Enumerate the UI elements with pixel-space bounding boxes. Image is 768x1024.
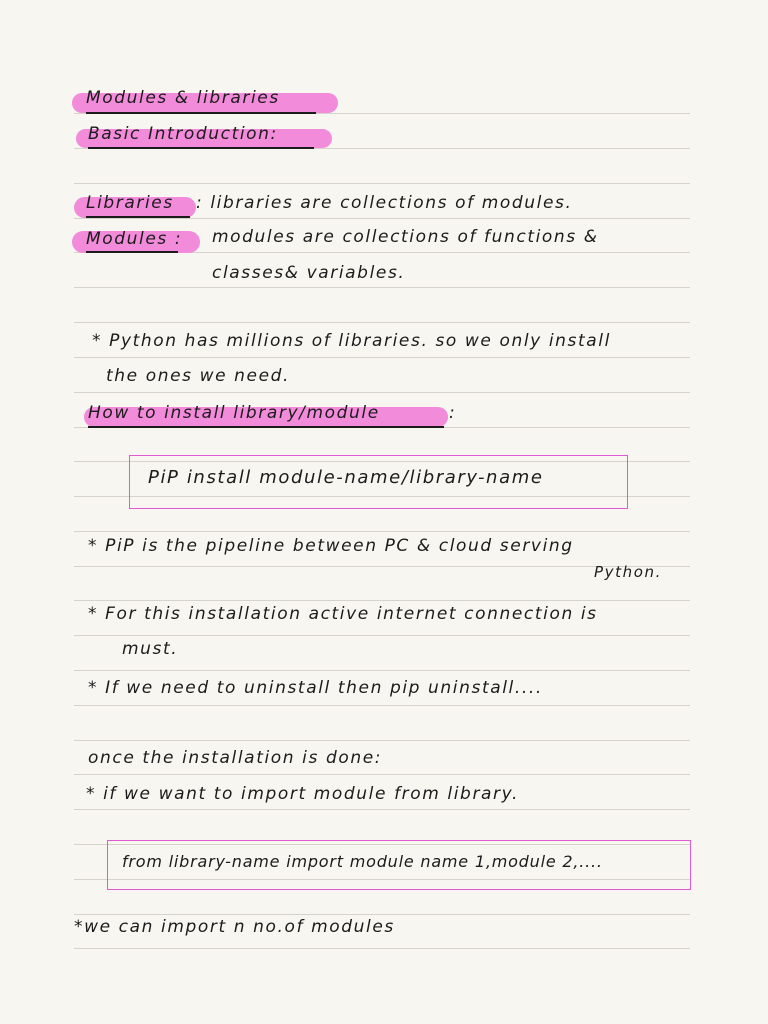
ruled-line <box>74 635 690 636</box>
note-uninstall: * If we need to uninstall then pip uninstall.... <box>88 678 543 698</box>
modules-definition-line-2: classes& variables. <box>212 263 406 283</box>
ruled-line <box>74 774 690 775</box>
ruled-line <box>74 670 690 671</box>
ruled-line <box>74 914 690 915</box>
how-to-heading: How to install library/module <box>88 403 380 423</box>
how-to-underline <box>88 426 444 428</box>
note-internet-line-1: * For this installation active internet connection is <box>88 604 598 624</box>
libraries-label: Libraries <box>86 193 174 213</box>
modules-underline <box>86 251 178 253</box>
libraries-definition: : libraries are collections of modules. <box>196 193 573 213</box>
modules-label: Modules : <box>86 229 183 249</box>
ruled-line <box>74 809 690 810</box>
ruled-line <box>74 183 690 184</box>
modules-definition-line-1: modules are collections of functions & <box>212 227 599 247</box>
subtitle-underline <box>88 147 314 149</box>
ruled-line <box>74 600 690 601</box>
install-command: PiP install module-name/library-name <box>148 467 544 488</box>
how-to-colon: : <box>449 403 455 423</box>
note-n-modules: *we can import n no.of modules <box>74 917 395 937</box>
note-internet-line-2: must. <box>122 639 179 659</box>
note-import: * if we want to import module from library. <box>86 784 519 804</box>
ruled-line <box>74 287 690 288</box>
note-pip-line-2: Python. <box>594 563 662 581</box>
note-python-line-1: * Python has millions of libraries. so we only install <box>92 331 611 351</box>
libraries-underline <box>86 216 190 218</box>
ruled-line <box>74 322 690 323</box>
ruled-line <box>74 357 690 358</box>
ruled-line <box>74 740 690 741</box>
ruled-line <box>74 531 690 532</box>
note-python-line-2: the ones we need. <box>106 366 291 386</box>
ruled-line <box>74 218 690 219</box>
once-installation-done: once the installation is done: <box>88 748 383 768</box>
ruled-line <box>74 705 690 706</box>
import-command: from library-name import module name 1,module 2,.... <box>122 852 603 871</box>
ruled-line <box>74 392 690 393</box>
ruled-line <box>74 948 690 949</box>
page-subtitle: Basic Introduction: <box>88 124 278 144</box>
title-underline <box>86 112 316 114</box>
note-pip-line-1: * PiP is the pipeline between PC & cloud serving <box>88 536 574 556</box>
page-title: Modules & libraries <box>86 88 280 108</box>
